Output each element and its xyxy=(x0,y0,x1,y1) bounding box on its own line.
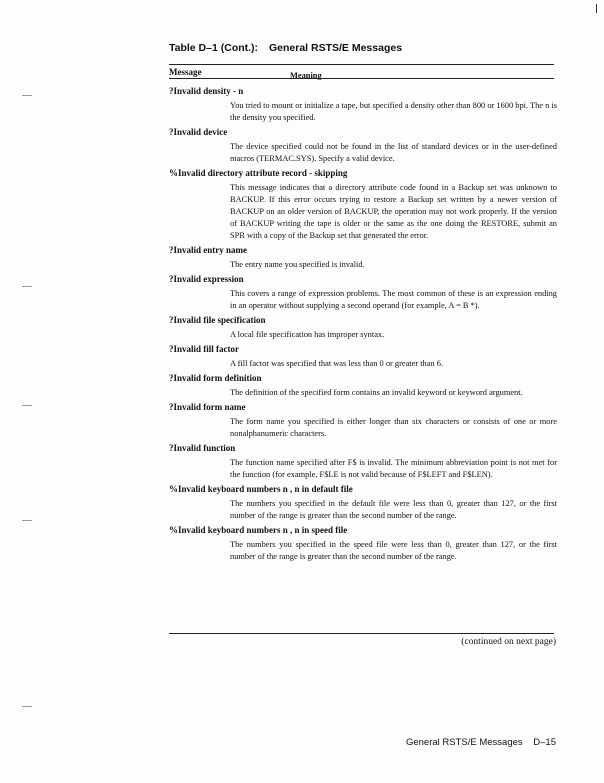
message-text: ?Invalid density - n xyxy=(169,86,244,96)
table-row xyxy=(169,85,557,124)
table-row xyxy=(169,442,557,481)
table-number: Table D–1 (Cont.): xyxy=(169,42,259,54)
message-text: %Invalid directory attribute record - skipping xyxy=(169,168,348,178)
table-row xyxy=(169,524,557,563)
margin-tick xyxy=(22,286,32,287)
margin-tick xyxy=(22,405,32,406)
table-row xyxy=(169,483,557,522)
margin-tick xyxy=(22,95,32,96)
page-number: D–15 xyxy=(533,737,556,748)
meaning-text: The numbers you specified in the speed file were less than 0, greater than 127, or the first number of the range is greater than the second number of the range. xyxy=(230,540,557,561)
message-table xyxy=(169,83,557,563)
table-bottom-rule xyxy=(169,633,554,634)
table-title: General RSTS/E Messages xyxy=(268,42,403,54)
table-row xyxy=(169,244,557,271)
message-text: ?Invalid device xyxy=(169,127,228,137)
message-text: ?Invalid function xyxy=(169,443,236,453)
margin-tick xyxy=(22,706,32,707)
table-row xyxy=(169,126,557,165)
margin-mark xyxy=(596,4,597,13)
meaning-text: This message indicates that a directory attribute code found in a Backup set was unknown to BACKUP. If this error occurs trying to restore a Backup set written by a newer version of BACKUP on an older version of BACKUP, the operation may not work properly. If the version of BACKUP writing the tape is older or the same as the one doing the RESTORE, submit an SPR with a copy of the Backup set that generated the error. xyxy=(230,183,557,240)
table-row xyxy=(169,167,557,242)
page-footer xyxy=(406,737,556,748)
meaning-text: The device specified could not be found in the list of standard devices or in the user-defined macros (TERMAC.SYS). Specify a valid device. xyxy=(230,142,557,163)
meaning-text: The definition of the specified form contains an invalid keyword or keyword argument. xyxy=(230,388,523,397)
table-row xyxy=(169,343,557,370)
table-row xyxy=(169,372,557,399)
meaning-text: The entry name you specified is invalid. xyxy=(230,260,365,269)
meaning-text: A fill factor was specified that was less than 0 or greater than 6. xyxy=(230,359,444,368)
message-text: ?Invalid file specification xyxy=(169,315,266,325)
table-row xyxy=(169,314,557,341)
margin-tick xyxy=(22,520,32,521)
message-text: ?Invalid form name xyxy=(169,402,246,412)
meaning-text: The function name specified after F$ is invalid. The minimum abbreviation point is not met for the function (for example, F$LE is not valid because of F$LEFT and F$LEN). xyxy=(230,458,557,479)
message-text: ?Invalid expression xyxy=(169,274,244,284)
table-caption xyxy=(169,42,402,54)
message-text: ?Invalid entry name xyxy=(169,245,248,255)
message-text: ?Invalid form definition xyxy=(169,373,262,383)
meaning-text: This covers a range of expression problems. The most common of these is an expression ending in an operator without supplying a second operand (for example, A = B *). xyxy=(230,289,557,310)
table-row xyxy=(169,273,557,312)
message-text: ?Invalid fill factor xyxy=(169,344,239,354)
meaning-text: The numbers you specified in the default file were less than 0, greater than 127, or the first number of the range is greater than the second number of the range. xyxy=(230,499,557,520)
table-top-rule xyxy=(169,64,554,65)
message-text: %Invalid keyboard numbers n , n in default file xyxy=(169,484,353,494)
running-title: General RSTS/E Messages xyxy=(405,737,523,748)
column-header-meaning: Meaning xyxy=(290,71,322,80)
meaning-text: A local file specification has improper syntax. xyxy=(230,330,385,339)
meaning-text: The form name you specified is either longer than six characters or consists of one or more nonalphanumeric characters. xyxy=(230,417,557,438)
meaning-text: You tried to mount or initialize a tape, but specified a density other than 800 or 1600 bpi. The n is the density you specified. xyxy=(230,101,557,122)
message-text: %Invalid keyboard numbers n , n in speed file xyxy=(169,525,348,535)
column-header-message: Message xyxy=(169,67,202,77)
continued-note: (continued on next page) xyxy=(461,637,556,647)
header-rule xyxy=(169,78,554,79)
table-row xyxy=(169,401,557,440)
